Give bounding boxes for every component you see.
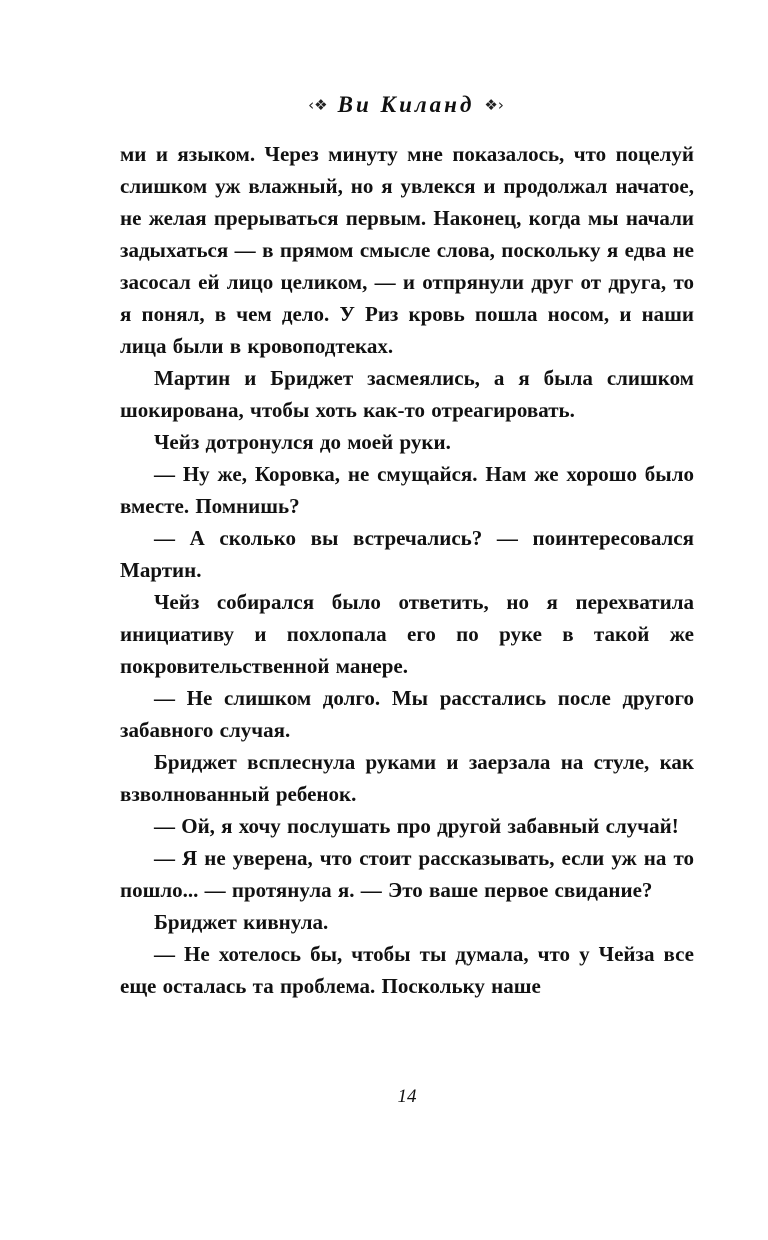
paragraph: — Не хотелось бы, чтобы ты думала, что у Чейза все еще осталась та проблема. Поскольку наше [120,942,694,998]
right-fleuron-icon: ❖› [484,96,504,114]
paragraph: Бриджет кивнула. [154,910,329,934]
paragraph: — Ой, я хочу послушать про другой забавный случай! [154,814,679,838]
body-text [120,138,694,1002]
running-head [120,92,692,118]
page-number: 14 [397,1086,417,1107]
paragraph: — Не слишком долго. Мы расстались после другого забавного случая. [120,686,694,742]
left-fleuron-icon: ‹❖ [308,96,328,114]
paragraph: — А сколько вы встречались? — поинтересовался Мартин. [120,526,694,582]
paragraph: Чейз дотронулся до моей руки. [154,430,451,454]
paragraph: Чейз собирался было ответить, но я перехватила инициативу и похлопала его по руке в такой же покровительственной манере. [120,590,694,678]
author-name: Ви Киланд [337,92,475,117]
paragraph: Мартин и Бриджет засмеялись, а я была слишком шокирована, чтобы хоть как-то отреагировать. [120,366,694,422]
paragraph: — Ну же, Коровка, не смущайся. Нам же хорошо было вместе. Помнишь? [120,462,694,518]
paragraph: — Я не уверена, что стоит рассказывать, если уж на то пошло... — протянула я. — Это ваше первое свидание? [120,846,694,902]
paragraph: ми и языком. Через минуту мне показалось, что поцелуй слишком уж влажный, но я увлекся и продолжал начатое, не желая прерываться первым. Наконец, когда мы начали задыхаться — в прямом смысле слова, поскольку я едва не засосал ей лицо целиком, — и отпрянули друг от друга, то я понял, в чем дело. У Риз кровь пошла носом, и наши лица были в кровоподтеках. [120,142,694,358]
paragraph: Бриджет всплеснула руками и заерзала на стуле, как взволнованный ребенок. [120,750,694,806]
